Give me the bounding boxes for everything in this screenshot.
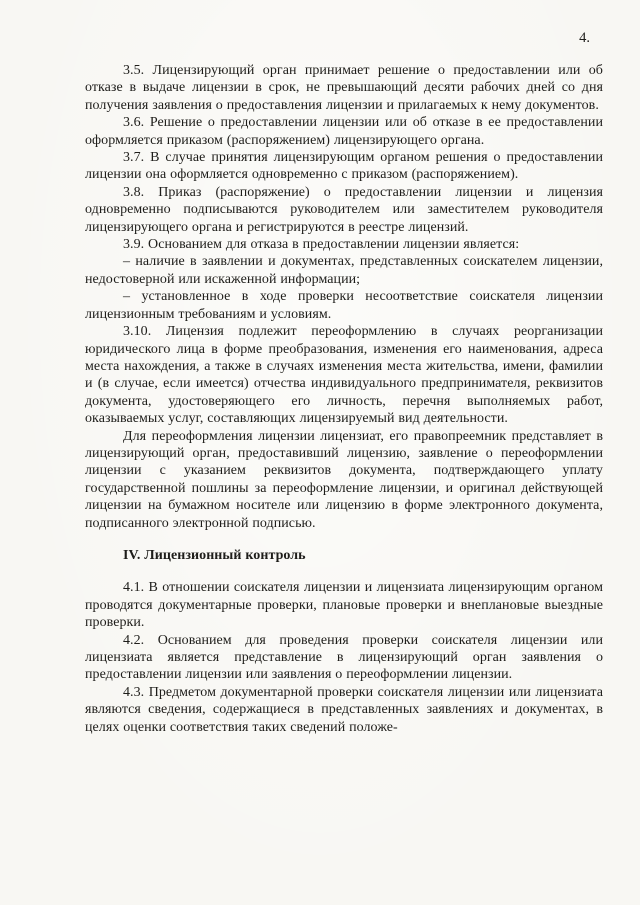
document-body [85,62,603,736]
section-heading: IV. Лицензионный контроль [123,547,306,563]
paragraph: 3.10. Лицензия подлежит переоформлению в случаях реорганизации юридического лица в форме преобразования, изменения его наименования, адреса места нахождения, а также в случаях изменения места жительства, имени, фамилии и (в случае, если имеется) отчества индивидуального предпринимателя, реквизитов документа, удостоверяющего его личность, перечня выполняемых работ, оказываемых услуг, составляющих лицензируемый вид деятельности. [85,324,603,427]
paragraph: 3.7. В случае принятия лицензирующим органом решения о предоставлении лицензии она оформляется одновременно с приказом (распоряжением). [85,150,603,183]
paragraph: 3.5. Лицензирующий орган принимает решение о предоставлении или об отказе в выдаче лицензии в срок, не превышающий десяти рабочих дней со дня получения заявления о предоставления лицензии и прилагаемых к нему документов. [85,63,603,113]
paragraph: 3.6. Решение о предоставлении лицензии или об отказе в ее предоставлении оформляется приказом (распоряжением) лицензирующего органа. [85,115,603,148]
paragraph: 4.1. В отношении соискателя лицензии и лицензиата лицензирующим органом проводятся документарные проверки, плановые проверки и внеплановые выездные проверки. [85,580,603,631]
paragraph: Для переоформления лицензии лицензиат, его правопреемник представляет в лицензирующий орган, предоставивший лицензию, заявление о переоформлении лицензии с указанием реквизитов документа, подтверждающего уплату государственной пошлины за переоформление лицензии, и оригинал действующей лицензии на бумажном носителе или лицензию в форме электронного документа, подписанного электронной подписью. [85,428,603,531]
paragraph: 4.2. Основанием для проведения проверки соискателя лицензии или лицензиата является представление в лицензирующий орган заявления о предоставлении лицензии или заявления о переоформлении лицензии. [85,632,603,683]
paragraph: – наличие в заявлении и документах, представленных соискателем лицензии, недостоверной или искаженной информации; [85,254,603,287]
page-number: 4. [579,30,590,46]
paragraph: 3.8. Приказ (распоряжение) о предоставлении лицензии и лицензия одновременно подписываются руководителем или заместителем руководителя лицензирующего органа и регистрируются в реестре лицензий. [85,184,603,235]
paragraph: 4.3. Предметом документарной проверки соискателя лицензии или лицензиата являются сведения, содержащиеся в представленных заявлениях и документах, в целях оценки соответствия таких сведений положе- [85,684,603,735]
paragraph: 3.9. Основанием для отказа в предоставлении лицензии является: [123,237,520,253]
paragraph: – установленное в ходе проверки несоответствие соискателя лицензии лицензионным требованиям и условиям. [85,289,603,322]
